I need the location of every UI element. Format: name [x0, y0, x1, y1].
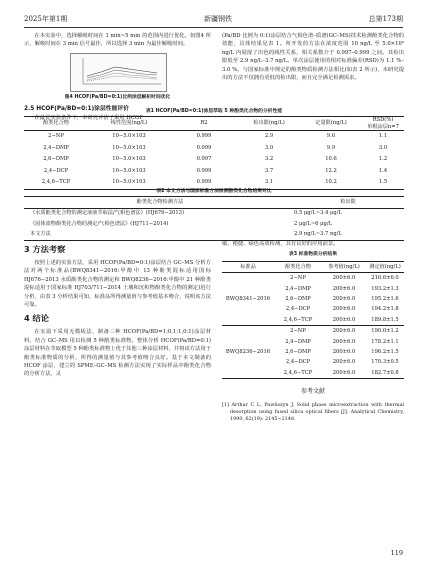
table-caption: 表2 本文方法与国家标准方法检测酚类化合物结果对比 [156, 189, 272, 194]
table-cell: 200±6.0 [332, 359, 356, 366]
table-cell: 9.6 [326, 133, 336, 140]
table-cell: 3.0 [264, 144, 274, 151]
table-cell: 2,6−DMP [285, 296, 311, 303]
table-cell: 12.2 [325, 167, 337, 174]
page-number: 119 [390, 549, 403, 557]
figure-4-plot [70, 53, 167, 92]
table-cell: 195.2±1.6 [371, 296, 399, 303]
table-cell: 2,4−DMP [285, 285, 311, 292]
table-cell: 9.9 [326, 144, 336, 151]
table-cell: 189.8±1.5 [371, 316, 399, 323]
column-header [362, 117, 404, 131]
table-cell: 2,4,6−TCP [283, 369, 313, 376]
table-cell: 2−NP [290, 275, 306, 282]
table-cell: 0.5 μg/L~3.4 μg/L [294, 210, 342, 217]
table-cell: 200±6.0 [332, 369, 356, 376]
column-header: 检出限(ng/L) [253, 120, 285, 127]
table-cell: 200±6.0 [332, 316, 356, 323]
table-cell: 200±6.0 [332, 348, 356, 355]
table-row [222, 273, 404, 284]
table-cell: 1.2 [378, 156, 388, 163]
rsd-header: RSD(%) [372, 117, 394, 123]
table-cell: 10.2 [325, 179, 337, 186]
table-cell: 3.2 [264, 156, 274, 163]
table-cell: 2−NP [274, 326, 322, 337]
table-cell: 0.999 [196, 144, 212, 151]
table-cell: 2.9 [264, 133, 274, 140]
table-cell: 本文方法 [30, 231, 51, 238]
table-header-row [24, 117, 404, 131]
table-row [24, 143, 404, 155]
table-row [24, 230, 404, 241]
table-cell: 193.2±1.3 [371, 285, 399, 292]
table-caption: 表1 HCOF(Pa/BD=0:1)涂层萃取 5 种酚类化合物的分析性能 [145, 109, 283, 114]
paragraph: 按照上述的实验方法，采用 HCOF(Pa/BD=0:1)涂层结合 GC–MS 分析方法对两个标准品(BWQ8341−2016:甲醇中 13 种酚类混标适用国标 HJ676−2013 水质酚类化合物的测定和 BWQ8236−2016:甲醇中 21 种酚类混标适用于国家标准 HJ703/711−2014 土壤和沉积物酚类化合物的测定)进行分析，由表 3 分析结果可知，标准品所得测量值与参考值基本吻合，说明该方法可靠。 [24, 260, 211, 309]
table-row [24, 219, 404, 230]
table-cell: 3.7 [264, 167, 274, 174]
column-header: 酚类化合物 [43, 120, 69, 127]
table-cell: 2,4−DMP [43, 144, 69, 151]
table-row [24, 166, 404, 178]
table-cell: 200±6.0 [332, 275, 356, 282]
table-cell: 10.6 [325, 156, 337, 163]
table-cell: 10−5.0×103 [112, 156, 146, 163]
table-cell: 2,4−DCP [285, 306, 311, 313]
reference-item: [1] Arthur C L, Pawliszyn J. Solid phase microextraction with thermal desorption using fused silica optical fibers [J]. Analytical Chemistry, 1990, 62(19): 2145−2148. [222, 401, 404, 423]
table-cell: 190.0±1.2 [366, 326, 404, 337]
table-cell: 182.7±0.8 [371, 369, 399, 376]
journal-name: 新疆钢铁 [203, 15, 232, 23]
column-header: 参考值(ng/L) [328, 263, 360, 270]
paragraph: 在本实验中，选择解吸时间在 1 min~5 min 的范围内进行优化，如图4 所示，解吸时间在 3 min 信号最佳，所以选择 3 min 为最佳解吸时间。 [24, 33, 211, 48]
standard-cell: BWQ8341−2016 [225, 296, 271, 303]
table-cell: 2 μg/L~6 μg/L [294, 220, 333, 227]
running-header [24, 15, 403, 24]
table-cell: 0.999 [196, 167, 212, 174]
section-heading: 4 结论 [24, 313, 49, 324]
column-header: 测定值(ng/L) [369, 263, 401, 270]
table-cell: 178.2±1.1 [371, 338, 399, 345]
table-cell: 1.5 [378, 179, 388, 186]
table-cell: 10−5.0×103 [112, 167, 146, 174]
right-column-top [222, 32, 404, 82]
table-cell: 200±6.0 [332, 306, 356, 313]
table-cell: 2,4−DCP [43, 167, 69, 174]
paragraph: 在最优实验条件下，本研究评估了采用 HCOF [34, 114, 143, 121]
table-cell: 196.2±1.5 [371, 348, 399, 355]
column-header: 酚类化合物 [285, 263, 311, 270]
right-column-bottom [222, 240, 404, 423]
references-heading: 参考文献 [300, 388, 325, 396]
table-cell: 2,4−DMP [285, 338, 311, 345]
left-column-bottom [24, 240, 211, 379]
table-cell: 200±6.0 [322, 326, 366, 337]
table-cell: 2.9 ng/L~3.7 ng/L [294, 231, 342, 238]
table-3 [222, 251, 404, 379]
table-cell: 170.3±0.5 [371, 359, 399, 366]
table-cell: 2,4−DCP [285, 359, 311, 366]
table-cell: 10−5.0×103 [112, 144, 146, 151]
table-cell: 2,4,6−TCP [283, 316, 313, 323]
table-cell: 0.997 [196, 156, 212, 163]
table-cell: 200±6.0 [332, 285, 356, 292]
table-header-row [222, 261, 404, 272]
paragraph: (Pa/BD 比例为 0:1)涂层结合气相色谱–质谱(GC–MS)技术检测酚类化合物的效能，具体结果见表 1。所开发的方法在浓度范围 10 ng/L 至 5.0×10³ ng/L 内展现了出色的线性关系，相关系数介于 0.997–0.999 之间。其检出限低至 2.9 ng/L–3.7 ng/L。单次涂层使用的相对标准偏差(RSD)为 1.1 %–3.0 %。与国家标准中规定的酚类物质检测方法相比(如表 2 所示)，本研究提出的方法不仅拥有更低的检出限，而且完全满足检测需求。 [222, 33, 404, 82]
table-caption: 表3 标准物质分析结果 [288, 252, 338, 258]
table-cell: 3.1 [264, 179, 274, 186]
table-cell: 0.999 [196, 133, 212, 140]
table-header-row [24, 197, 404, 209]
table-cell: 200±6.0 [332, 338, 356, 345]
rsd-subheader: 单根涂层n=7 [367, 123, 399, 130]
table-cell: 2,4,6−TCP [41, 179, 71, 186]
table-row [24, 131, 404, 143]
table-cell: 10−5.0×103 [112, 133, 146, 140]
table-cell: 2,6−DMP [43, 156, 69, 163]
section-heading: 3 方法考察 [24, 244, 66, 254]
figure-caption: 图4 HCOF(Pa/BD=0:1)比例涂层解析时间优化 [64, 94, 171, 100]
table-row [24, 208, 404, 219]
table-cell: 194.2±1.8 [371, 306, 399, 313]
table-2 [24, 188, 404, 241]
table-row [24, 154, 404, 166]
column-header: 检出限 [340, 198, 356, 205]
total-issue-label: 总第173期 [368, 15, 403, 23]
table-cell: 3.0 [378, 144, 388, 151]
column-header: R2 [200, 120, 208, 127]
table-1 [24, 108, 404, 190]
column-header: 定量限(ng/L) [315, 120, 347, 127]
column-header: 酚类化合物检测方法 [136, 198, 184, 205]
table-cell: 210.6±6.0 [371, 275, 399, 282]
column-header: 标准品 [240, 263, 256, 270]
paragraph: 在室温下采用无模板法，制备三种 HCOF(Pa/BD=1:0,1:1,0:1)涂层材料，结合 GC–MS 用以检测 5 种酚类标准物。整体分析 HCOF(Pa/BD=0:1)涂层材料在萃取模型 5 种酚类标准物上优于其他三种涂层材料，并将该方法用于酚类标准物质的分析，所得的测量值与其参考值吻合良好。基于本文制备的 HCOF 涂层，建立的 SPME–GC–MS 检测方法实现了实际样品中酚类化合物的分析方法，灵 [24, 329, 211, 378]
table-cell: 1.1 [378, 133, 388, 140]
table-cell: 0.999 [196, 179, 212, 186]
table-row [222, 326, 404, 337]
table-cell: 2−NP [48, 133, 64, 140]
table-cell: 《水质酚类化合物的测定液液萃取法/气相色谱法》(HJ676−2013) [30, 210, 184, 217]
table-cell: 200±6.0 [332, 296, 356, 303]
table-cell: 2,6−DMP [285, 348, 311, 355]
table-cell: 《固体废物酚类化合物的测定/气相色谱法》(HJ711−2014) [30, 220, 169, 227]
table-cell: 1.4 [378, 167, 388, 174]
subsection-heading: 2.5 HCOF(Pa/BD=0:1)涂层性能评价 [24, 106, 129, 113]
header-rule [24, 27, 403, 28]
standard-cell: BWQ8236−2016 [222, 326, 274, 379]
paragraph: 敏、便捷、绿色高效检测，具有良好的应用前景。 [222, 241, 339, 247]
column-header: 线性范围(ng/L) [110, 120, 148, 127]
issue-label: 2025年第1期 [24, 15, 68, 23]
table-cell: 10−5.0×103 [112, 179, 146, 186]
